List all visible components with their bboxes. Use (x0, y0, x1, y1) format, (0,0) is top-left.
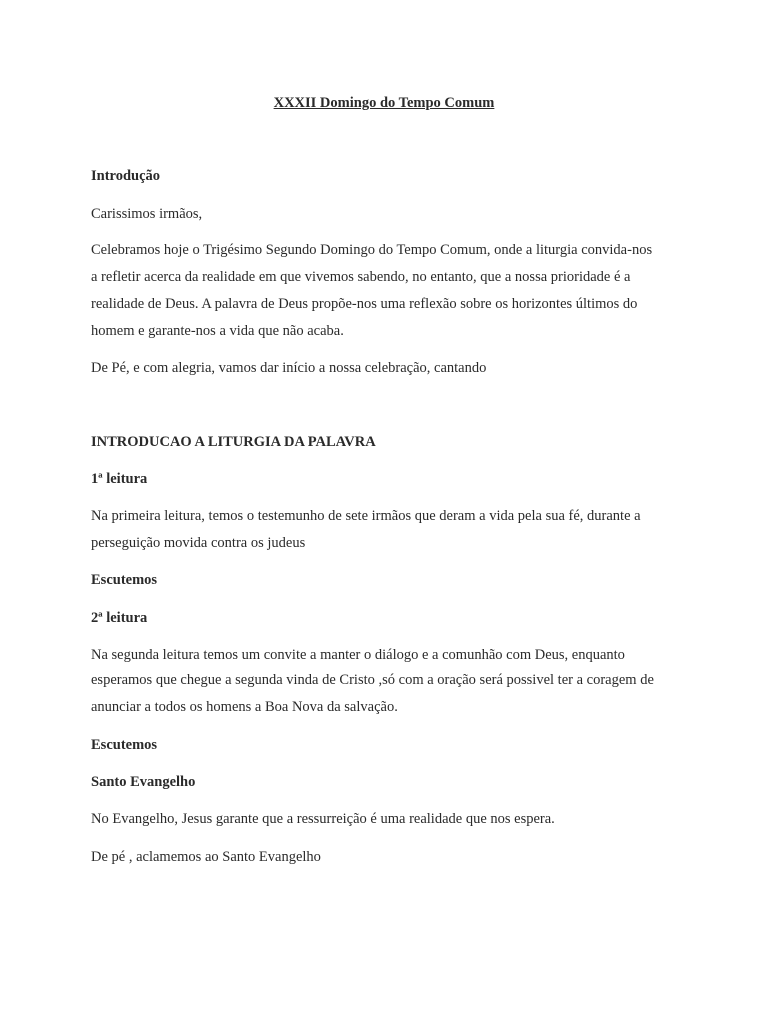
intro-paragraph-line: a refletir acerca da realidade em que vivemos sabendo, no entanto, que a nossa prioridade é a (91, 269, 631, 285)
reading2-line: esperamos que chegue a segunda vinda de Cristo ,só com a oração será possivel ter a coragem de (91, 672, 654, 688)
reading1-heading: 1ª leitura (91, 471, 148, 487)
intro-paragraph-line: homem e garante-nos a vida que não acaba. (91, 323, 344, 339)
liturgy-heading: INTRODUCAO A LITURGIA DA PALAVRA (91, 434, 376, 450)
listen-heading-1: Escutemos (91, 572, 158, 588)
opening-call-text: De Pé, e com alegria, vamos dar início a nossa celebração, cantando (91, 360, 487, 376)
gospel-heading: Santo Evangelho (91, 774, 196, 790)
reading1-line: perseguição movida contra os judeus (91, 535, 306, 551)
gospel-text: No Evangelho, Jesus garante que a ressurreição é uma realidade que nos espera. (91, 811, 555, 827)
reading2-line: anunciar a todos os homens a Boa Nova da salvação. (91, 699, 398, 715)
reading2-heading: 2ª leitura (91, 610, 148, 626)
document-title: XXXII Domingo do Tempo Comum (273, 95, 495, 111)
intro-paragraph-line: realidade de Deus. A palavra de Deus propõe-nos uma reflexão sobre os horizontes últimos do (91, 296, 638, 312)
intro-paragraph-line: Celebramos hoje o Trigésimo Segundo Domingo do Tempo Comum, onde a liturgia convida-nos (91, 242, 653, 258)
gospel-call-text: De pé , aclamemos ao Santo Evangelho (91, 849, 321, 865)
greeting-text: Carissimos irmãos, (91, 206, 203, 222)
reading2-line: Na segunda leitura temos um convite a manter o diálogo e a comunhão com Deus, enquanto (91, 647, 625, 663)
reading1-line: Na primeira leitura, temos o testemunho de sete irmãos que deram a vida pela sua fé, durante a (91, 508, 641, 524)
intro-heading: Introdução (91, 168, 161, 184)
listen-heading-2: Escutemos (91, 737, 158, 753)
